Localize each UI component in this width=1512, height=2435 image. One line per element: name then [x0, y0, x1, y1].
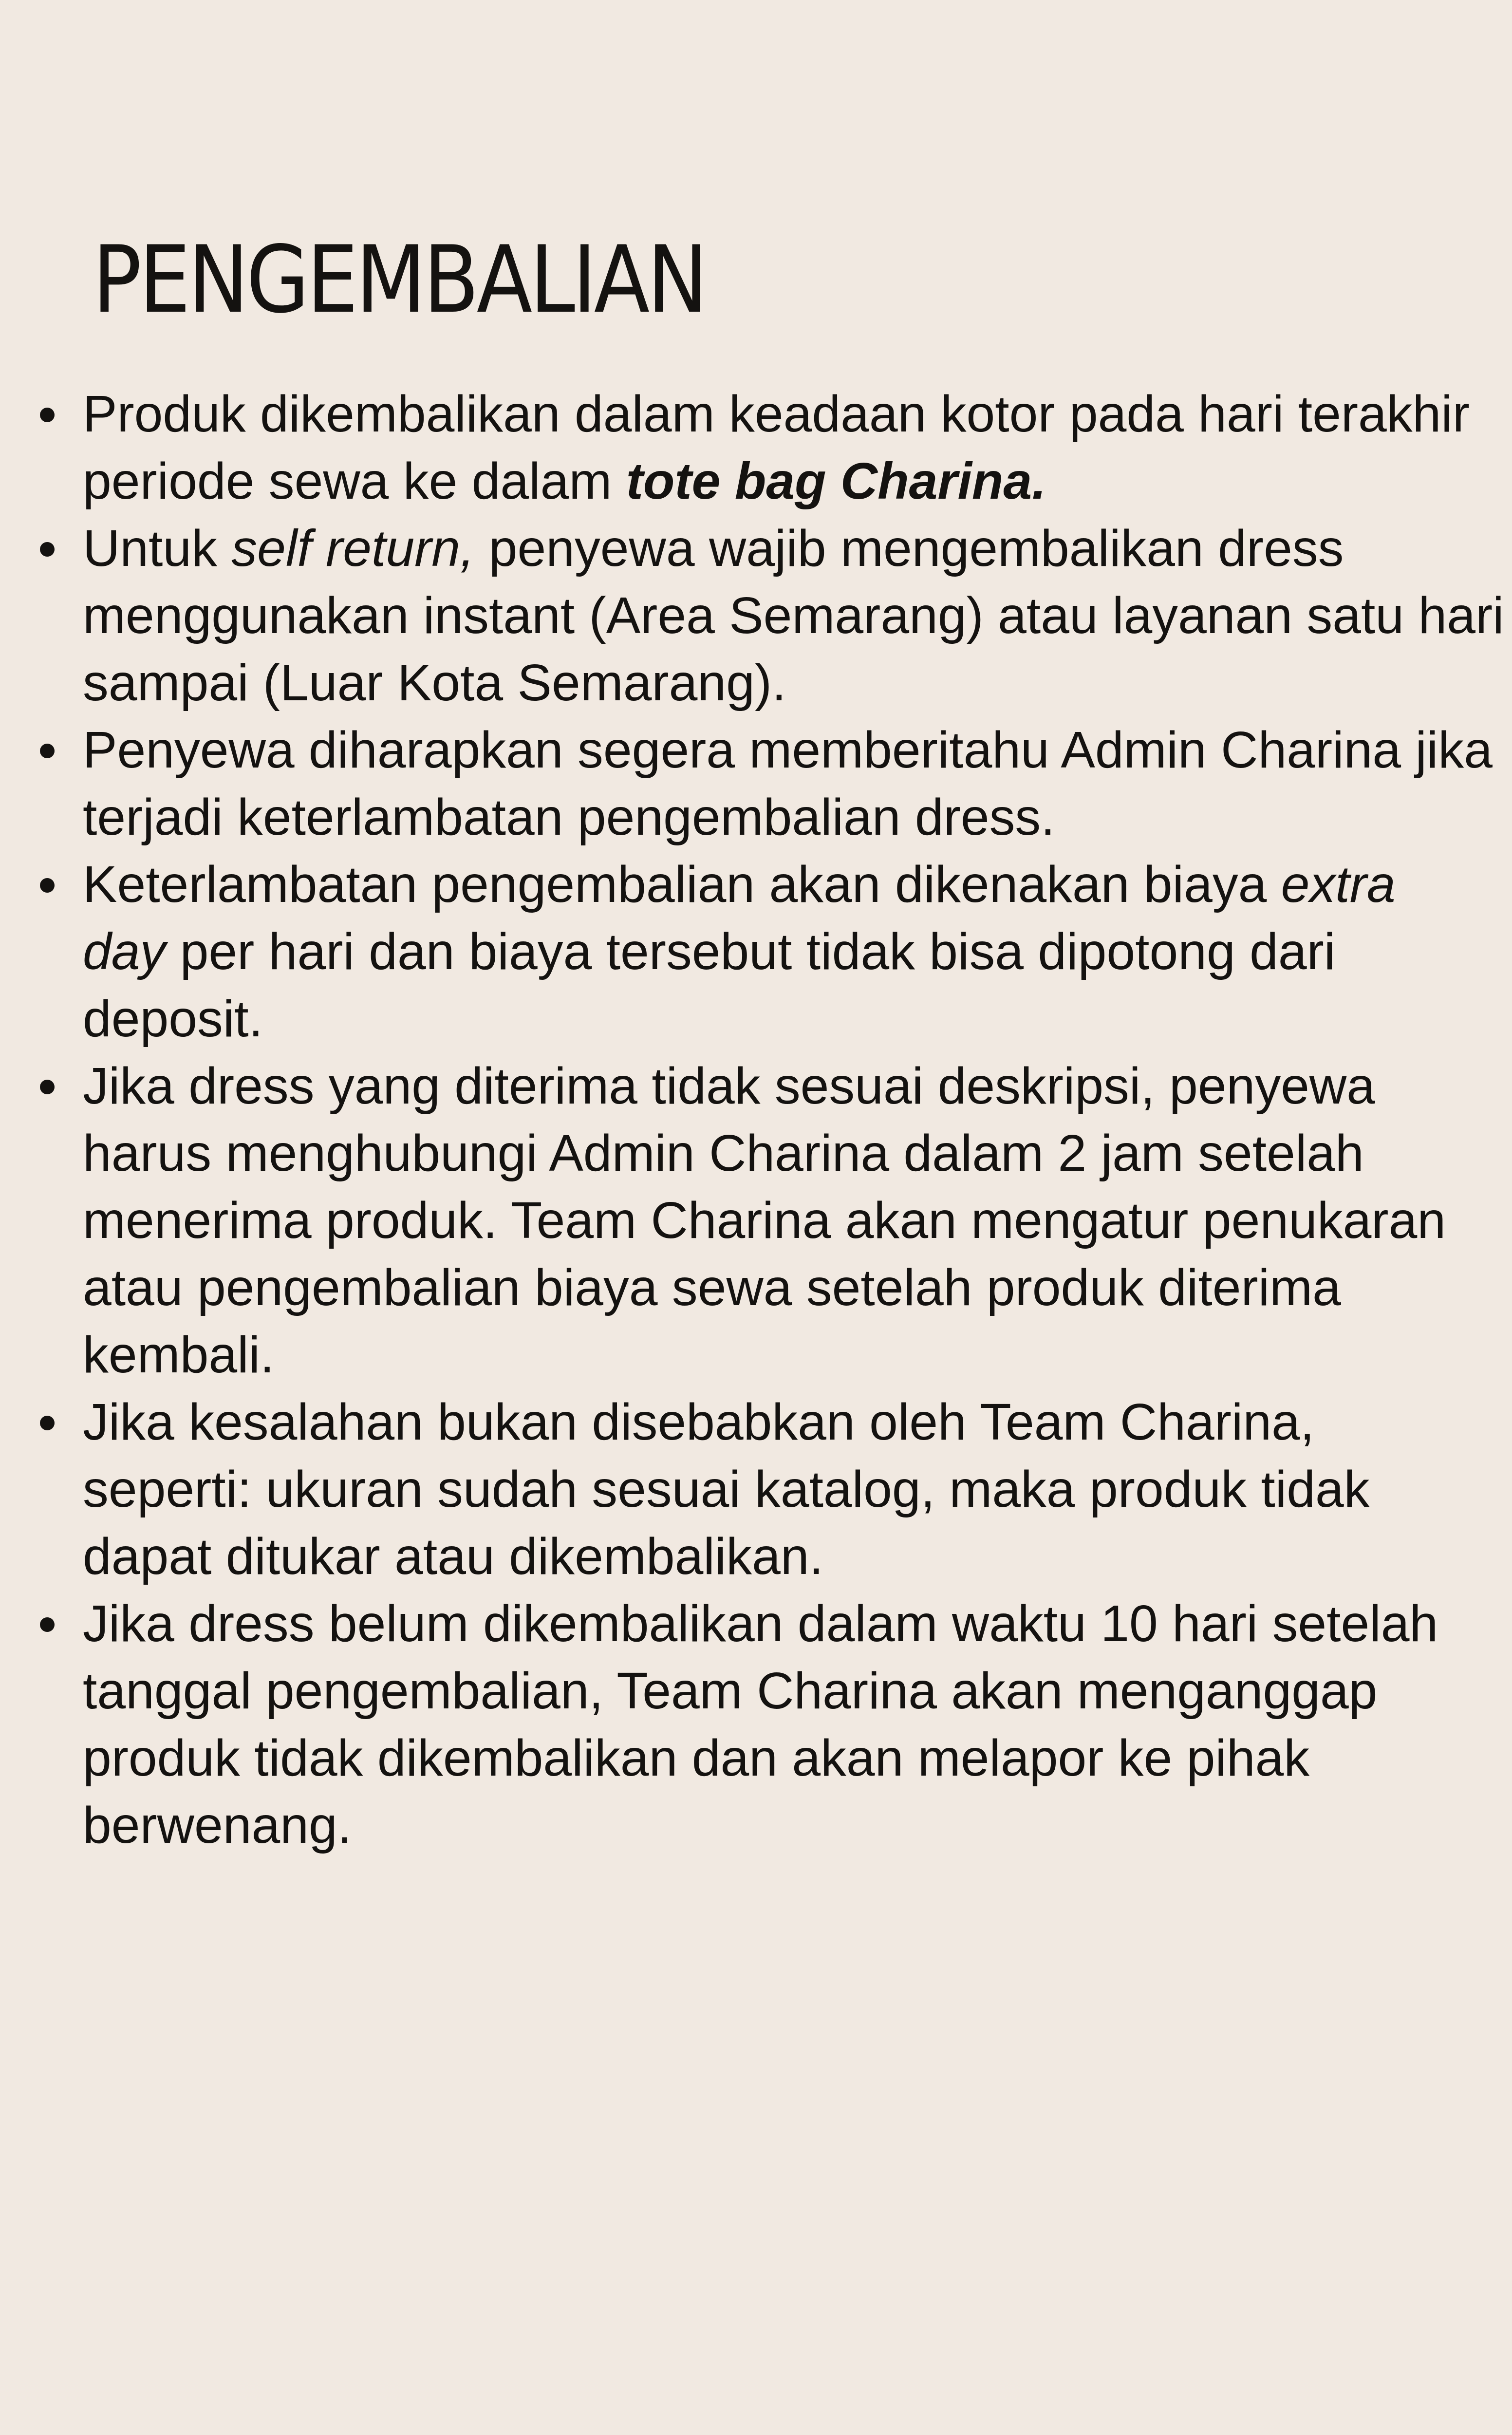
policy-line: menerima produk. Team Charina akan mengatur penukaran: [83, 1192, 1446, 1249]
policy-item-self-return: [0, 515, 1512, 716]
bullet-icon: [40, 1080, 55, 1094]
policy-line: produk tidak dikembalikan dan akan melapor ke pihak: [83, 1729, 1310, 1787]
policy-line: terjadi keterlambatan pengembalian dress.: [83, 788, 1055, 846]
policy-line: seperti: ukuran sudah sesuai katalog, maka produk tidak: [83, 1461, 1370, 1518]
policy-line: sampai (Luar Kota Semarang).: [83, 654, 786, 712]
policy-line: harus menghubungi Admin Charina dalam 2 jam setelah: [83, 1124, 1364, 1182]
policy-line: Keterlambatan pengembalian akan dikenakan biaya extra: [83, 856, 1396, 913]
policy-line: Jika dress yang diterima tidak sesuai deskripsi, penyewa: [83, 1057, 1375, 1115]
bullet-icon: [40, 744, 55, 758]
policy-item-no-exchange: [0, 1388, 1512, 1590]
bullet-icon: [40, 408, 55, 422]
bullet-icon: [40, 1617, 55, 1632]
policy-line: day per hari dan biaya tersebut tidak bisa dipotong dari: [83, 923, 1336, 980]
policy-line: Jika kesalahan bukan disebabkan oleh Team Charina,: [83, 1393, 1315, 1451]
policy-line: kembali.: [83, 1326, 275, 1384]
page-title: PENGEMBALIAN: [93, 226, 706, 334]
return-policy-list: [0, 380, 1512, 1859]
policy-line: Penyewa diharapkan segera memberitahu Admin Charina jika: [83, 721, 1493, 779]
policy-line: atau pengembalian biaya sewa setelah produk diterima: [83, 1259, 1341, 1316]
bullet-icon: [40, 878, 55, 893]
policy-line: deposit.: [83, 990, 263, 1048]
bullet-icon: [40, 1416, 55, 1430]
policy-item-notify-admin: [0, 716, 1512, 851]
policy-line: berwenang.: [83, 1797, 352, 1854]
policy-line: Jika dress belum dikembalikan dalam waktu 10 hari setelah: [83, 1595, 1438, 1652]
policy-line: tanggal pengembalian, Team Charina akan menganggap: [83, 1662, 1378, 1720]
policy-line: Produk dikembalikan dalam keadaan kotor pada hari terakhir: [83, 385, 1470, 443]
policy-item-unreturned-report: [0, 1590, 1512, 1859]
policy-line: menggunakan instant (Area Semarang) atau layanan satu hari: [83, 587, 1504, 644]
bullet-icon: [40, 542, 55, 557]
policy-line: Untuk self return, penyewa wajib mengembalikan dress: [83, 520, 1344, 577]
policy-line: periode sewa ke dalam tote bag Charina.: [83, 452, 1046, 510]
policy-line: dapat ditukar atau dikembalikan.: [83, 1528, 823, 1585]
policy-item-dirty-return: [0, 380, 1512, 515]
policy-item-wrong-description: [0, 1052, 1512, 1388]
tote-bag-emphasis: tote bag Charina.: [626, 452, 1046, 510]
policy-item-late-fee: [0, 851, 1512, 1052]
